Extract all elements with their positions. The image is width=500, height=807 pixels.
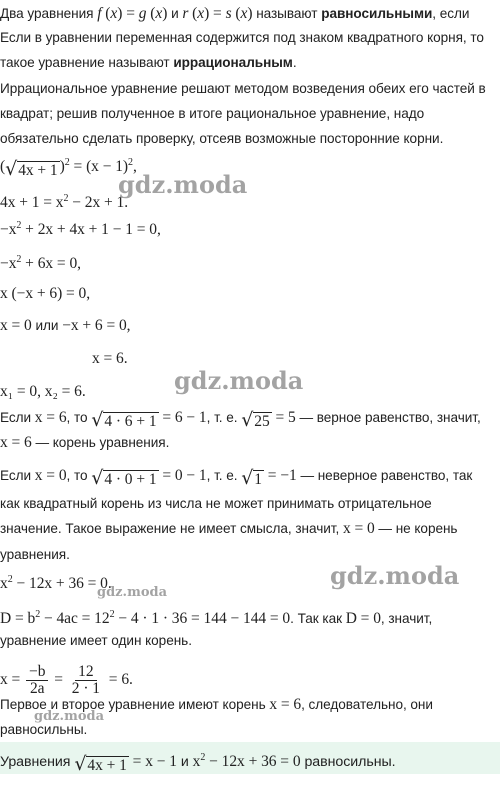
conclusion-line: Первое и второе уравнение имеют корень x = 6, следовательно, они bbox=[0, 696, 433, 713]
watermark: gdz.moda bbox=[97, 585, 168, 600]
text-line: уравнение имеет один корень. bbox=[0, 633, 192, 648]
check-line: x = 6 — корень уравнения. bbox=[0, 434, 170, 451]
check-line: Если x = 0, то √ 4 · 0 + 1 = 0 − 1, т. е. √ 1 = −1 — неверное равенство, так bbox=[0, 467, 473, 489]
definition-line: Два уравнения f (x) = g (x) и r (x) = s (x) называют равносильными, если bbox=[0, 5, 470, 22]
watermark: gdz.moda bbox=[330, 561, 460, 590]
text-line: Если в уравнении переменная содержится под знаком квадратного корня, то bbox=[0, 30, 484, 45]
text-line: квадрат; решив полученное в итоге рациональное уравнение, надо bbox=[0, 106, 425, 121]
text-line: обязательно сделать проверку, отсеяв возможные посторонние корни. bbox=[0, 131, 444, 146]
math-step: x = 0 или −x + 6 = 0, bbox=[0, 317, 131, 334]
math-step: $4x + 1 = x^2 - 2x + 1$. bbox=[0, 193, 129, 211]
final-answer: Уравнения √ 4x + 1 = x − 1 и $x^2 - 12x + 36 = 0$ равносильны. bbox=[0, 752, 396, 775]
math-step: x = 6. bbox=[92, 350, 128, 367]
math-step: x₁ = 0, x₂ = 6. bbox=[0, 383, 86, 400]
text-line: такое уравнение называют иррациональным. bbox=[0, 55, 297, 70]
math-step: x (−x + 6) = 0, bbox=[0, 285, 91, 302]
math-step: $x^2 - 12x + 36 = 0$. bbox=[0, 574, 112, 592]
check-line: уравнения. bbox=[0, 547, 70, 562]
watermark: gdz.moda bbox=[118, 170, 248, 199]
check-line: значение. Такое выражение не имеет смысла, значит, x = 0 — не корень bbox=[0, 520, 458, 537]
watermark: gdz.moda bbox=[174, 366, 304, 395]
math-step: ( √ 4x + 1 )$^2 = (x - 1)^2$, bbox=[0, 157, 137, 180]
math-step: $-x^2 + 6x = 0$, bbox=[0, 254, 81, 272]
discriminant-line: $D = b^2 - 4ac = 12^2 - 4 \cdot 1 \cdot 36 = 144 - 144 = 0$. Так как D = 0, значит, bbox=[0, 609, 433, 627]
check-line: Если x = 6, то √ 4 · 6 + 1 = 6 − 1, т. е. √ 25 = 5 — верное равенство, значит, bbox=[0, 409, 481, 431]
conclusion-line: равносильны. bbox=[0, 722, 88, 737]
math-step: $-x^2 + 2x + 4x + 1 - 1 = 0$, bbox=[0, 220, 161, 238]
check-line: как квадратный корень из числа не может принимать отрицательное bbox=[0, 496, 432, 511]
root-formula: x = $\frac{-b}{2a}$ = $\frac{12}{2 \cdot 1}$ = 6. bbox=[0, 663, 133, 698]
watermark: gdz.moda bbox=[34, 709, 105, 724]
text-line: Иррациональное уравнение решают методом возведения обеих его частей в bbox=[0, 81, 486, 96]
